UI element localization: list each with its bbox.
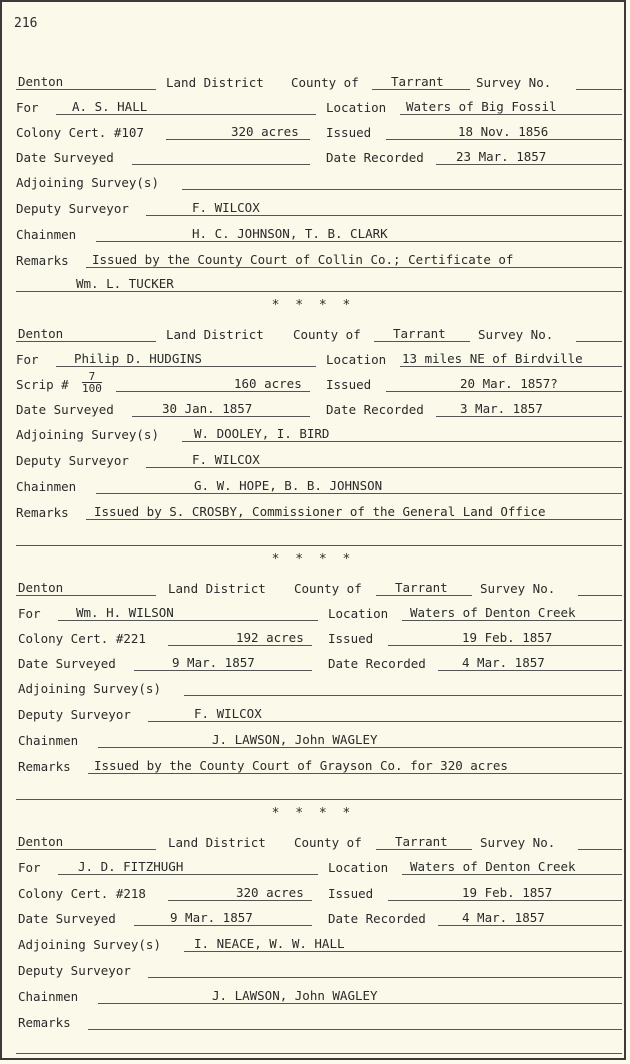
date-surveyed-value: 9 Mar. 1857 bbox=[172, 655, 255, 670]
separator: * * * * bbox=[271, 298, 355, 313]
issued-value: 20 Mar. 1857? bbox=[460, 376, 558, 391]
cert-number: 221 bbox=[123, 631, 146, 646]
land-district-label: Land District bbox=[166, 327, 264, 342]
remarks-value: Issued by the County Court of Grayson Co. for 320 acres bbox=[94, 758, 508, 773]
cert-number: 218 bbox=[123, 886, 146, 901]
date-surveyed-label: Date Surveyed bbox=[18, 656, 116, 671]
date-recorded-value: 23 Mar. 1857 bbox=[456, 149, 547, 164]
for-value: A. S. HALL bbox=[72, 99, 148, 114]
district-value: Denton bbox=[18, 580, 64, 595]
survey-no-label: Survey No. bbox=[476, 75, 552, 90]
land-district-label: Land District bbox=[166, 75, 264, 90]
location-value: Waters of Denton Creek bbox=[410, 859, 576, 874]
district-row bbox=[16, 70, 622, 94]
for-label: For bbox=[18, 606, 41, 621]
remarks-value: Issued by S. CROSBY, Commissioner of the General Land Office bbox=[94, 504, 546, 519]
remarks-value: Issued by the County Court of Collin Co.; Certificate of bbox=[92, 252, 514, 267]
scrip-fraction bbox=[82, 371, 102, 394]
chainmen-label: Chainmen bbox=[16, 479, 77, 494]
chainmen-value: J. LAWSON, John WAGLEY bbox=[212, 732, 378, 747]
issued-label: Issued bbox=[328, 886, 374, 901]
remarks-label: Remarks bbox=[16, 253, 69, 268]
acres-value: 320 acres bbox=[236, 885, 304, 900]
deputy-value: F. WILCOX bbox=[192, 200, 260, 215]
location-label: Location bbox=[328, 860, 389, 875]
issued-label: Issued bbox=[328, 631, 374, 646]
remarks-label: Remarks bbox=[18, 759, 71, 774]
acres-value: 160 acres bbox=[234, 376, 302, 391]
page-number: 216 bbox=[14, 16, 38, 31]
survey-no-label: Survey No. bbox=[478, 327, 554, 342]
adjoining-label: Adjoining Survey(s) bbox=[16, 175, 159, 190]
scrip-label: Scrip # bbox=[16, 377, 69, 392]
for-label: For bbox=[18, 860, 41, 875]
colony-cert-label: Colony Cert. # bbox=[16, 125, 122, 140]
issued-value: 19 Feb. 1857 bbox=[462, 885, 553, 900]
date-surveyed-label: Date Surveyed bbox=[16, 150, 114, 165]
deputy-label: Deputy Surveyor bbox=[18, 707, 131, 722]
issued-value: 19 Feb. 1857 bbox=[462, 630, 553, 645]
date-recorded-value: 4 Mar. 1857 bbox=[462, 655, 545, 670]
location-value: Waters of Big Fossil bbox=[406, 99, 557, 114]
county-value: Tarrant bbox=[391, 74, 444, 89]
chainmen-value: G. W. HOPE, B. B. JOHNSON bbox=[194, 478, 383, 493]
date-surveyed-value: 30 Jan. 1857 bbox=[162, 401, 253, 416]
deputy-value: F. WILCOX bbox=[194, 706, 262, 721]
county-label: County of bbox=[293, 327, 361, 342]
issued-label: Issued bbox=[326, 125, 372, 140]
date-recorded-label: Date Recorded bbox=[328, 656, 426, 671]
location-label: Location bbox=[328, 606, 389, 621]
chainmen-label: Chainmen bbox=[18, 733, 79, 748]
county-label: County of bbox=[291, 75, 359, 90]
date-surveyed-label: Date Surveyed bbox=[16, 402, 114, 417]
acres-value: 320 acres bbox=[231, 124, 299, 139]
adjoining-value: W. DOOLEY, I. BIRD bbox=[194, 426, 330, 441]
district-value: Denton bbox=[18, 326, 64, 341]
deputy-label: Deputy Surveyor bbox=[16, 201, 129, 216]
deputy-label: Deputy Surveyor bbox=[16, 453, 129, 468]
for-value: Philip D. HUDGINS bbox=[74, 351, 202, 366]
date-recorded-label: Date Recorded bbox=[328, 911, 426, 926]
remarks-label: Remarks bbox=[16, 505, 69, 520]
survey-no-label: Survey No. bbox=[480, 581, 556, 596]
county-value: Tarrant bbox=[395, 834, 448, 849]
for-value: J. D. FITZHUGH bbox=[78, 859, 184, 874]
county-label: County of bbox=[294, 835, 362, 850]
location-label: Location bbox=[326, 100, 387, 115]
remarks-continued: Wm. L. TUCKER bbox=[76, 276, 174, 291]
date-surveyed-label: Date Surveyed bbox=[18, 911, 116, 926]
separator: * * * * bbox=[271, 552, 355, 567]
county-value: Tarrant bbox=[395, 580, 448, 595]
cert-number: 107 bbox=[121, 125, 144, 140]
separator: * * * * bbox=[271, 806, 355, 821]
colony-cert-label: Colony Cert. # bbox=[18, 631, 124, 646]
adjoining-label: Adjoining Survey(s) bbox=[18, 937, 161, 952]
land-district-label: Land District bbox=[168, 581, 266, 596]
chainmen-value: H. C. JOHNSON, T. B. CLARK bbox=[192, 226, 388, 241]
county-label: County of bbox=[294, 581, 362, 596]
location-value: Waters of Denton Creek bbox=[410, 605, 576, 620]
survey-no-label: Survey No. bbox=[480, 835, 556, 850]
date-recorded-label: Date Recorded bbox=[326, 402, 424, 417]
location-label: Location bbox=[326, 352, 387, 367]
adjoining-label: Adjoining Survey(s) bbox=[16, 427, 159, 442]
date-recorded-label: Date Recorded bbox=[326, 150, 424, 165]
district-value: Denton bbox=[18, 74, 64, 89]
chainmen-label: Chainmen bbox=[18, 989, 79, 1004]
date-recorded-value: 4 Mar. 1857 bbox=[462, 910, 545, 925]
adjoining-value: I. NEACE, W. W. HALL bbox=[194, 936, 345, 951]
adjoining-label: Adjoining Survey(s) bbox=[18, 681, 161, 696]
county-value: Tarrant bbox=[393, 326, 446, 341]
acres-value: 192 acres bbox=[236, 630, 304, 645]
colony-cert-label: Colony Cert. # bbox=[18, 886, 124, 901]
deputy-value: F. WILCOX bbox=[192, 452, 260, 467]
for-value: Wm. H. WILSON bbox=[76, 605, 174, 620]
scrip-numerator: 7 bbox=[82, 371, 102, 383]
land-district-label: Land District bbox=[168, 835, 266, 850]
chainmen-value: J. LAWSON, John WAGLEY bbox=[212, 988, 378, 1003]
date-surveyed-value: 9 Mar. 1857 bbox=[170, 910, 253, 925]
issued-label: Issued bbox=[326, 377, 372, 392]
for-label: For bbox=[16, 352, 39, 367]
scrip-denominator: 100 bbox=[82, 382, 102, 395]
date-recorded-value: 3 Mar. 1857 bbox=[460, 401, 543, 416]
location-value: 13 miles NE of Birdville bbox=[402, 351, 583, 366]
chainmen-label: Chainmen bbox=[16, 227, 77, 242]
remarks-label: Remarks bbox=[18, 1015, 71, 1030]
district-value: Denton bbox=[18, 834, 64, 849]
for-label: For bbox=[16, 100, 39, 115]
issued-value: 18 Nov. 1856 bbox=[458, 124, 549, 139]
deputy-label: Deputy Surveyor bbox=[18, 963, 131, 978]
